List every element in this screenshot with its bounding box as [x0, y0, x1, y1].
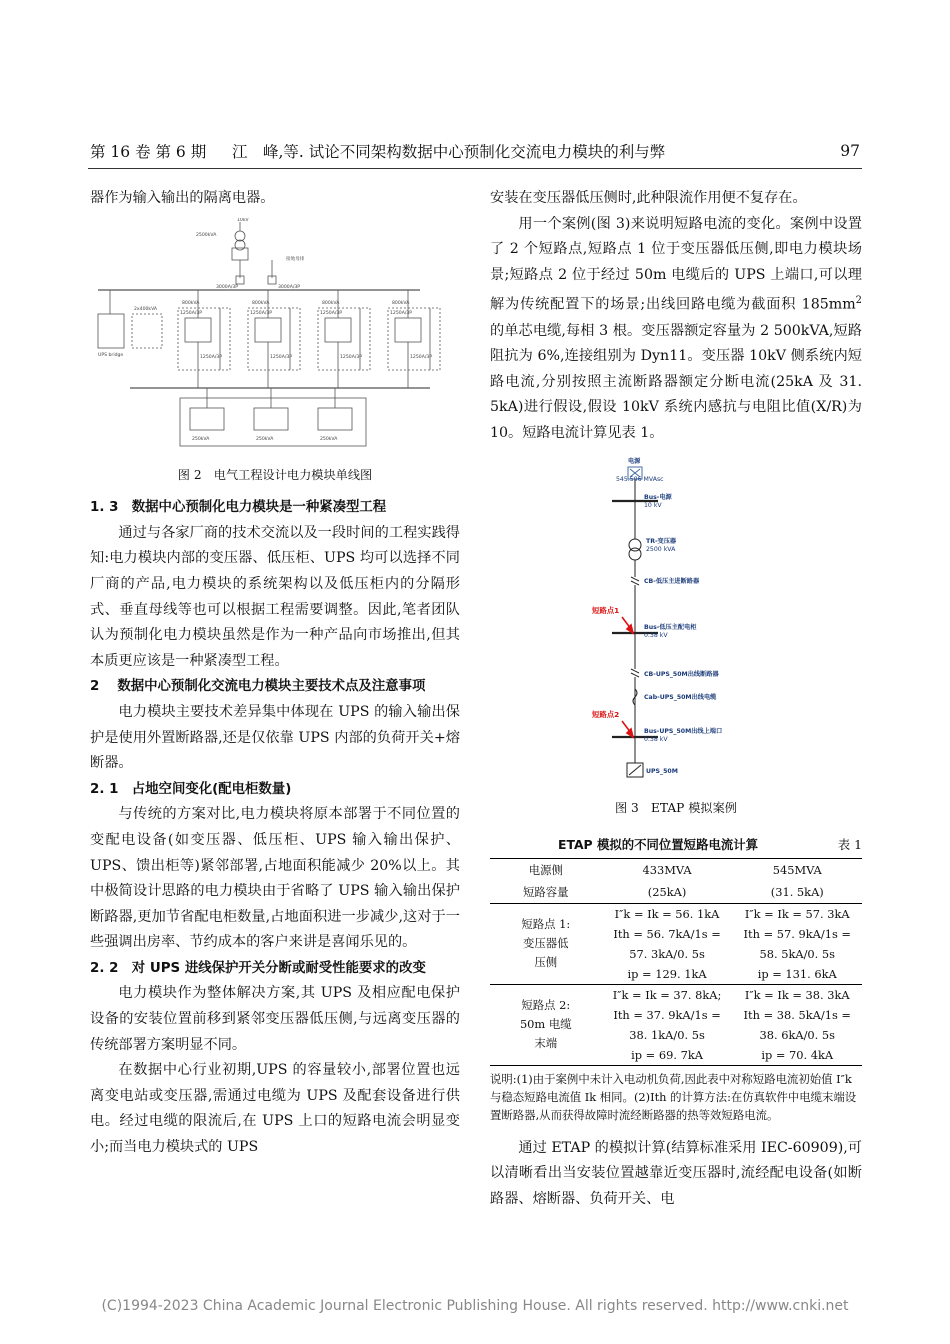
cell-line: I″k = Ik = 37. 8kA;	[612, 987, 722, 1002]
cell-line: Ith = 57. 9kA/1s =	[743, 926, 851, 941]
fig2-label-ups-kva: 800kVA	[252, 300, 270, 306]
table-1-title: ETAP 模拟的不同位置短路电流计算	[558, 837, 759, 853]
paragraph: 电力模块作为整体解决方案,其 UPS 及相应配电保护设备的安装位置前移到紧邻变压器低压侧,与远离变压器的传统部署方案明显不同。	[90, 985, 460, 1053]
table-cell	[733, 984, 863, 1065]
cell-line: Ith = 37. 9kA/1s =	[613, 1007, 721, 1022]
cell-line: 58. 5kA/0. 5s	[759, 946, 836, 961]
paragraph: 通过 ETAP 的模拟计算(结算标准采用 IEC-60909),可以清晰看出当安装位置越靠近变压器时,流经配电设备(如断路器、熔断器、负荷开关、电	[490, 1139, 862, 1208]
fig3-source-label: 电源	[628, 457, 641, 465]
table-cell	[602, 984, 733, 1065]
fig2-label-breaker: 1250A/3P	[200, 354, 223, 360]
fig2-label-breaker: 1250A/3P	[250, 310, 273, 316]
fig2-label-breaker: 1250A/3P	[320, 310, 343, 316]
fig2-label-breaker: 1250A/3P	[410, 354, 433, 360]
paragraph-part: 的单芯电缆,每相 3 根。变压器额定容量为 2 500kVA,短路阻抗为 6%,连接组别为 Dyn11。变压器 10kV 侧系统内短路电流,分别按照主流断路器额定分断电流(25kA 及 31. 5kA)进行假设,假设 10kV 系统内感抗与电阻比值(X/R)为 10。短路电流计算见表 1。	[490, 322, 862, 442]
figure-2-caption: 图 2 电气工程设计电力模块单线图	[177, 468, 373, 483]
fig2-label-ups-bridge: UPS bridge	[98, 352, 124, 358]
table-row-head	[490, 984, 602, 1065]
row-head-line: 短路点 2:	[521, 998, 571, 1013]
fig2-label-load: 250kVA	[256, 436, 274, 442]
left-column	[90, 186, 460, 1161]
table-header-cell: 短路容量	[490, 881, 602, 904]
row-head-line: 压侧	[534, 955, 558, 970]
cell-line: Ith = 56. 7kA/1s =	[613, 926, 721, 941]
superscript: 2	[855, 295, 862, 307]
section-2-heading: 2 数据中心预制化交流电力模块主要技术点及注意事项	[90, 679, 426, 695]
short-circuit-table	[490, 858, 862, 1066]
cell-line: ip = 70. 4kA	[761, 1047, 834, 1062]
fig3-bus2-voltage: 0.38 kV	[644, 631, 668, 639]
fig3-transformer-label: TR-变压器	[646, 537, 677, 545]
fig2-label-ups-kva: 800kVA	[392, 300, 410, 306]
fig2-label-breaker: 1250A/3P	[390, 310, 413, 316]
fig2-label-breaker: 3000A/3P	[278, 284, 301, 290]
fig2-label-ground-bus: 接地母排	[286, 256, 305, 262]
fig2-label-2500kva: 2500kVA	[196, 232, 217, 238]
table-cell	[602, 903, 733, 984]
fig2-label-ups-kva: 800kVA	[322, 300, 340, 306]
table-1-caption	[490, 832, 862, 858]
cell-line: I″k = Ik = 38. 3kA	[744, 987, 850, 1002]
table-1-label: 表 1	[837, 837, 862, 853]
fig3-bus2-label: Bus-低压主配电柜	[644, 623, 697, 631]
table-header-cell: 545MVA	[772, 862, 822, 877]
fig3-transformer-kva: 2500 kVA	[646, 545, 676, 553]
figure-3	[490, 457, 862, 819]
fig2-label-breaker: 3000A/3P	[216, 284, 239, 290]
etap-diagram	[490, 457, 862, 795]
cell-line: I″k = Ik = 57. 3kA	[744, 906, 850, 921]
table-row-head	[490, 903, 602, 984]
header-rule	[88, 168, 862, 169]
fig3-fault1-label: 短路点1	[592, 605, 620, 615]
fig2-label-breaker: 1250A/3P	[270, 354, 293, 360]
paragraph	[490, 212, 862, 447]
fig2-label-breaker: 1250A/3P	[180, 310, 203, 316]
fig3-source-mva: 545.596 MVAsc	[616, 475, 664, 483]
fig2-label-10kv: 10kV	[237, 217, 249, 223]
table-header-cell: (25kA)	[602, 881, 733, 904]
section-2-1-heading: 2. 1 占地空间变化(配电柜数量)	[90, 781, 292, 797]
fig3-breaker2-label: CB-UPS_50M出线断路器	[644, 670, 719, 678]
cell-line: ip = 131. 6kA	[757, 966, 837, 981]
section-2-2-heading: 2. 2 对 UPS 进线保护开关分断或耐受性能要求的改变	[90, 960, 426, 976]
table-note: 说明:(1)由于案例中未计入电动机负荷,因此表中对称短路电流初始值 I″k 与稳态短路电流值 Ik 相同。(2)Ith 的计算方法:在仿真软件中电缆末端设置断路器,从而获得故障时流经断路器的热等效短路电流。	[490, 1071, 857, 1122]
copyright-footer: (C)1994-2023 China Academic Journal Electronic Publishing House. All rights reserved. http://www.cnki.net	[101, 1298, 849, 1314]
row-head-line: 短路点 1:	[521, 917, 571, 932]
fig3-fault2-label: 短路点2	[592, 709, 620, 719]
section-1-3-heading: 1. 3 数据中心预制化电力模块是一种紧凑型工程	[90, 500, 387, 516]
fig2-label-bridge-kva: 2x400kVA	[134, 306, 158, 312]
cell-line: ip = 69. 7kA	[631, 1047, 703, 1062]
row-head-line: 变压器低	[523, 936, 569, 951]
table-header-cell: 433MVA	[642, 862, 692, 877]
fig2-label-ups-kva: 800kVA	[182, 300, 200, 306]
fig3-bus1-label: Bus-电源	[644, 493, 672, 501]
cell-line: ip = 129. 1kA	[627, 966, 707, 981]
cell-line: I″k = Ik = 56. 1kA	[614, 906, 720, 921]
paragraph: 在数据中心行业初期,UPS 的容量较小,部署位置也远离变电站或变压器,需通过电缆为 UPS 及配套设备进行供电。经过电缆的限流后,在 UPS 上口的短路电流会明显变小;而当电力模块式的 UPS	[90, 1062, 460, 1156]
table-header-cell: (31. 5kA)	[733, 881, 863, 904]
figure-2	[90, 218, 460, 486]
cell-line: Ith = 38. 5kA/1s =	[743, 1007, 851, 1022]
page-number: 97	[840, 142, 860, 160]
fig2-label-load: 250kVA	[192, 436, 210, 442]
table-header-cell: 电源侧	[528, 862, 563, 877]
paragraph: 安装在变压器低压侧时,此种限流作用便不复存在。	[490, 190, 807, 206]
cell-line: 57. 3kA/0. 5s	[629, 946, 705, 961]
fig3-ups-label: UPS_50M	[646, 767, 678, 775]
cell-line: 38. 6kA/0. 5s	[759, 1027, 836, 1042]
row-head-line: 末端	[534, 1036, 558, 1051]
paragraph: 通过与各家厂商的技术交流以及一段时间的工程实践得知:电力模块内部的变压器、低压柜、UPS 均可以选择不同厂商的产品,电力模块的系统架构以及低压柜内的分隔形式、垂直母线等也可以根据工程需要调整。因此,笔者团队认为预制化电力模块虽然是作为一种产品向市场推出,但其本质更应该是一种紧凑型工程。	[90, 524, 460, 669]
journal-volume: 第 16 卷 第 6 期	[90, 143, 207, 161]
fig3-bus3-label: Bus-UPS_50M出线上端口	[644, 727, 723, 735]
running-title: 江 峰,等. 试论不同架构数据中心预制化交流电力模块的利与弊	[232, 143, 666, 161]
right-column	[490, 186, 862, 1213]
single-line-diagram	[90, 218, 460, 450]
paragraph: 电力模块主要技术差异集中体现在 UPS 的输入输出保护是使用外置断路器,还是仅依靠 UPS 内部的负荷开关+熔断器。	[90, 703, 460, 772]
table-cell	[733, 903, 863, 984]
fig2-label-breaker: 1250A/3P	[340, 354, 363, 360]
fig2-label-load: 250kVA	[320, 436, 338, 442]
fig3-cable-label: Cab-UPS_50M出线电缆	[644, 693, 717, 701]
paragraph-part: 用一个案例(图 3)来说明短路电流的变化。案例中设置了 2 个短路点,短路点 1 位于变压器低压侧,即电力模块场景;短路点 2 位于经过 50m 电缆后的 UPS 上端口,可以理解为传统配置下的场景;出线回路电缆为截面积 185mm	[490, 215, 862, 314]
fig3-bus1-voltage: 10 kV	[644, 501, 662, 509]
paragraph: 器作为输入输出的隔离电器。	[90, 190, 275, 206]
fig3-bus3-voltage: 0.38 kV	[644, 735, 668, 743]
fig3-breaker1-label: CB-低压主进断路器	[644, 577, 700, 585]
cell-line: 38. 1kA/0. 5s	[629, 1027, 705, 1042]
row-head-line: 50m 电缆	[519, 1017, 572, 1032]
figure-3-caption: 图 3 ETAP 模拟案例	[615, 801, 737, 816]
paragraph: 与传统的方案对比,电力模块将原本部署于不同位置的变配电设备(如变压器、低压柜、UPS 输入输出保护、UPS、馈出柜等)紧邻部署,占地面积能减少 20%以上。其中极简设计思路的电力模块由于省略了 UPS 输入输出保护断路器,更加节省配电柜数量,占地面积进一步减少,这对于一些强调出房率、节约成本的客户来讲是喜闻乐见的。	[90, 806, 460, 951]
